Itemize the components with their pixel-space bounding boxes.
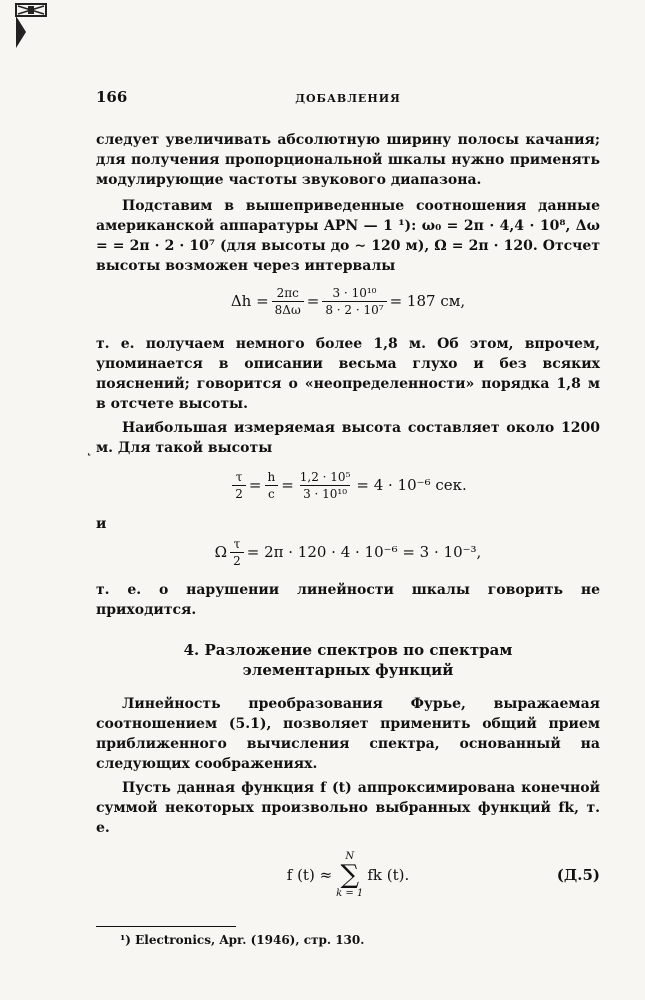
- eq2-f2-den: c: [265, 485, 278, 501]
- eq3-rhs: = 2π · 120 · 4 · 10⁻⁶ = 3 · 10⁻³,: [246, 543, 482, 561]
- equation-number: (Д.5): [556, 866, 600, 884]
- paragraph-5: т. е. о нарушении линейности шкалы говорить не приходится.: [96, 582, 600, 618]
- page-number: 166: [96, 88, 128, 106]
- eq1-fraction-2: [322, 286, 386, 317]
- eq3-f-num: τ: [233, 536, 241, 551]
- eq2-sign-1: =: [248, 476, 262, 494]
- section-heading: 4. Разложение спектров по спектрам элементарных функций: [183, 641, 513, 679]
- paragraph-6: Линейность преобразования Фурье, выражаемая соотношением (5.1), позволяет применить общий прием приближенного вычисления спектра, основанный на следующих соображениях.: [96, 696, 600, 772]
- eq1-fraction-1: [272, 286, 304, 317]
- eq4-rhs: fk (t).: [367, 866, 410, 884]
- eq4-summation: [336, 851, 363, 899]
- eq2-f1-num: τ: [235, 469, 243, 484]
- page-content: [96, 88, 600, 947]
- eq4-lhs: f (t) ≈: [286, 866, 333, 884]
- eq2-fraction-3: [297, 470, 354, 501]
- eq4-upper-limit: N: [345, 851, 355, 862]
- eq3-lhs: Ω: [214, 543, 228, 561]
- eq1-f2-den: 8 · 2 · 10⁷: [322, 301, 386, 317]
- eq1-sign: =: [306, 292, 320, 310]
- eq4-sigma: ∑: [340, 860, 359, 890]
- paragraph-1: следует увеличивать абсолютную ширину полосы качания; для получения пропорциональной шкалы нужно применять модулирующие частоты звукового диапазона.: [96, 132, 600, 188]
- eq2-fraction-1: [232, 470, 246, 501]
- paragraph-7: Пусть данная функция f (t) аппроксимирована конечной суммой некоторых произвольно выбранных функций fk, т. е.: [96, 780, 600, 836]
- print-blot: ˛: [86, 442, 92, 456]
- equation-d5: [96, 842, 600, 908]
- eq2-fraction-2: [264, 470, 278, 501]
- equation-tau: [96, 458, 600, 512]
- eq2-rhs: = 4 · 10⁻⁶ сек.: [356, 476, 467, 494]
- eq2-sign-2: =: [281, 476, 294, 494]
- running-title: ДОБАВЛЕНИЯ: [295, 92, 401, 105]
- eq2-f3-den: 3 · 10¹⁰: [300, 485, 350, 501]
- eq1-rhs: = 187 см,: [389, 292, 466, 310]
- paragraph-3: т. е. получаем немного более 1,8 м. Об этом, впрочем, упоминается в описании весьма глухо и без всяких пояснений; говорится о «неопределенности» порядка 1,8 м в отсчете высоты.: [96, 336, 600, 412]
- footnote: ¹) Electronics, Apr. (1946), стр. 130.: [120, 933, 365, 947]
- paragraph-2: Подставим в вышеприведенные соотношения данные американской аппаратуры APN — 1 ¹): ω₀ = 2π · 4,4 · 10⁸, Δω = = 2π · 2 · 10⁷ (для высоты до ∼ 120 м), Ω = 2π · 120. Отсчет высоты возможен через интервалы: [96, 198, 600, 274]
- eq3-f-den: 2: [230, 552, 244, 568]
- eq3-fraction: [230, 537, 244, 568]
- conjunction-and: и: [96, 516, 107, 532]
- equation-omega: [96, 530, 600, 574]
- eq2-f2-num: h: [267, 469, 276, 484]
- eq2-f3-num: 1,2 · 10⁵: [299, 469, 351, 484]
- footnote-rule: [96, 926, 236, 927]
- eq1-lhs: Δh =: [230, 292, 269, 310]
- eq1-f1-num: 2πc: [276, 285, 299, 300]
- eq4-lower-limit: k = 1: [336, 888, 364, 899]
- equation-delta-h: [96, 276, 600, 326]
- running-header: [96, 88, 600, 112]
- paragraph-4: Наибольшая измеряемая высота составляет около 1200 м. Для такой высоты: [96, 420, 600, 456]
- eq1-f2-num: 3 · 10¹⁰: [332, 285, 377, 300]
- corner-ornament: [14, 2, 48, 50]
- eq2-f1-den: 2: [232, 485, 246, 501]
- eq1-f1-den: 8Δω: [272, 301, 304, 317]
